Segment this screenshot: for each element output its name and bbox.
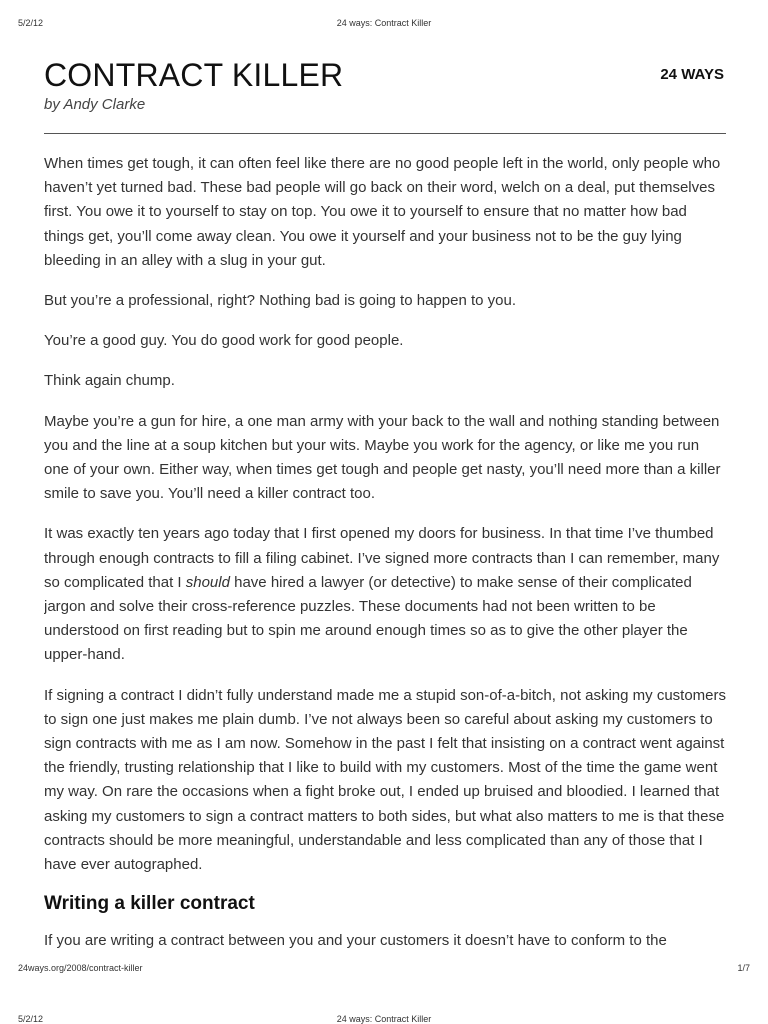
print-footer-page-number: 1/7: [737, 963, 750, 973]
print-header-title: 24 ways: Contract Killer: [336, 18, 432, 28]
print-header-date: 5/2/12: [18, 18, 44, 28]
paragraph-6-part-2: have hired a lawyer (or detective) to make sense of their complicated jargon and solve their cross-reference puzzles. These documents had not been written to be understood on first reading but to spin me around enough times so as to give the other player the upper-hand.: [44, 573, 692, 664]
print-header: [0, 18, 768, 30]
next-page-header: [0, 1014, 768, 1024]
next-page-header-title: 24 ways: Contract Killer: [336, 1014, 432, 1024]
paragraph-5: Maybe you’re a gun for hire, a one man army with your back to the wall and nothing standing between you and the line at a soup kitchen but your wits. Maybe you work for the agency, or like me you run one of your own. Either way, when times get tough and people get nasty, you’ll need more than a killer smile to save you. You’ll need a killer contract too.: [44, 412, 721, 503]
next-page-header-date: 5/2/12: [18, 1014, 44, 1024]
paragraph-6: [44, 522, 726, 667]
article-title: CONTRACT KILLER: [44, 57, 344, 93]
paragraph-6-emphasis: should: [185, 573, 230, 591]
article-header: [44, 56, 726, 134]
article: [44, 56, 726, 956]
print-footer-url: 24ways.org/2008/contract-killer: [18, 963, 143, 973]
paragraph-8: If you are writing a contract between you and your customers it doesn’t have to conform to the: [44, 932, 667, 950]
print-footer: [0, 963, 768, 975]
article-byline: by Andy Clarke: [44, 96, 146, 113]
paragraph-1: When times get tough, it can often feel like there are no good people left in the world, only people who haven’t yet turned bad. These bad people will go back on their word, welch on a deal, put themselves first. You owe it to yourself to stay on top. You owe it to yourself to ensure that no matter how bad things get, you’ll come away clean. You owe it yourself and your business not to be the guy lying bleeding in an alley with a slug in your gut.: [44, 155, 721, 269]
paragraph-4: Think again chump.: [44, 372, 175, 390]
site-name-link[interactable]: 24 WAYS: [660, 66, 724, 83]
paragraph-2: But you’re a professional, right? Nothing bad is going to happen to you.: [44, 292, 516, 310]
paragraph-6-part-1: It was exactly ten years ago today that I first opened my doors for business. In that time I’ve thumbed through enough contracts to fill a filing cabinet. I’ve signed more contracts than I can remember, many so complicated that I: [44, 525, 720, 591]
paragraph-3: You’re a good guy. You do good work for good people.: [44, 332, 404, 350]
section-heading: Writing a killer contract: [44, 893, 255, 915]
paragraph-7: If signing a contract I didn’t fully understand made me a stupid son-of-a-bitch, not asking my customers to sign one just makes me plain dumb. I’ve not always been so careful about asking my customers to sign contracts with me as I am now. Somehow in the past I felt that insisting on a contract went against the friendly, trusting relationship that I like to build with my customers. Most of the time the game went my way. On rare the occasions when a fight broke out, I ended up bruised and bloodied. I learned that asking my customers to sign a contract matters to both sides, but what also matters to me is that these contracts should be more meaningful, understandable and less complicated than any of those that I have ever autographed.: [44, 686, 726, 874]
article-body: [44, 152, 726, 953]
